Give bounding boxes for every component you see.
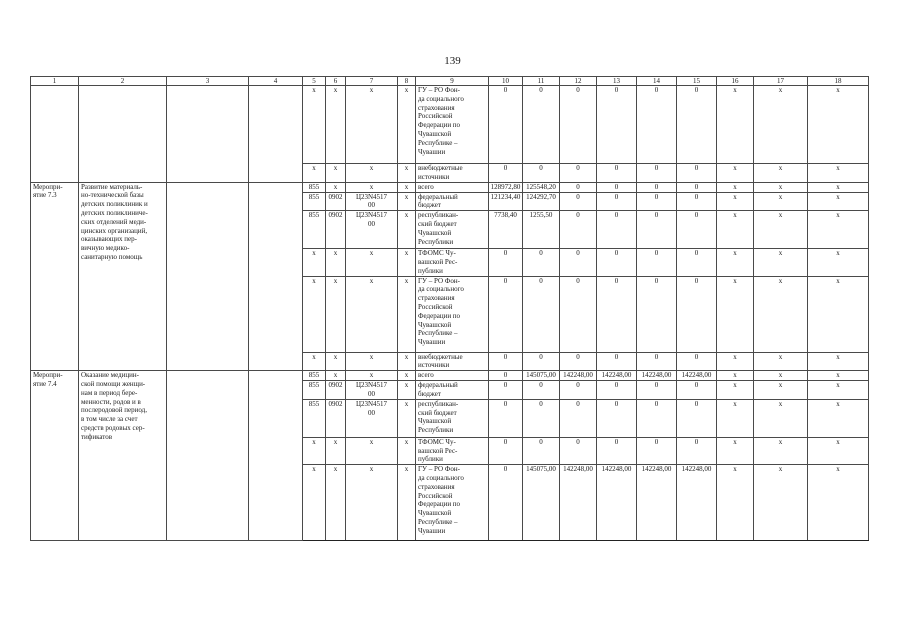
activity-id: Меропри- ятие 7.4: [31, 371, 79, 541]
amount-cell: 142248,00: [560, 465, 597, 541]
code-cell: x: [398, 381, 416, 400]
amount-cell: 0: [677, 164, 717, 183]
column-number: 13: [597, 77, 637, 86]
indicator-cell: x: [717, 249, 754, 276]
table-row: [31, 86, 869, 164]
amount-cell: 0: [560, 86, 597, 164]
amount-cell: 128972,80: [489, 182, 523, 192]
code-cell: 855: [303, 381, 326, 400]
code-cell: x: [346, 164, 398, 183]
indicator-cell: x: [754, 182, 808, 192]
activity-description: [79, 86, 167, 183]
indicator-cell: x: [808, 399, 869, 437]
activity-id: [31, 86, 79, 183]
code-cell: x: [326, 276, 346, 352]
code-cell: x: [346, 86, 398, 164]
amount-cell: 0: [560, 182, 597, 192]
code-cell: x: [303, 249, 326, 276]
amount-cell: 0: [523, 249, 560, 276]
funding-source: республикан- ский бюджет Чувашской Республики: [416, 399, 489, 437]
column-number: 7: [346, 77, 398, 86]
column-number: 4: [249, 77, 303, 86]
code-cell: 0902: [326, 399, 346, 437]
code-cell: x: [326, 182, 346, 192]
indicator-cell: x: [717, 371, 754, 381]
column-number: 16: [717, 77, 754, 86]
code-cell: x: [346, 276, 398, 352]
amount-cell: 0: [677, 399, 717, 437]
amount-cell: 142248,00: [677, 371, 717, 381]
code-cell: x: [326, 371, 346, 381]
code-cell: 855: [303, 211, 326, 249]
amount-cell: 0: [560, 164, 597, 183]
indicator-cell: x: [754, 399, 808, 437]
code-cell: 855: [303, 371, 326, 381]
code-cell: x: [326, 437, 346, 464]
amount-cell: 0: [523, 437, 560, 464]
amount-cell: 0: [597, 164, 637, 183]
col-3-cell: [167, 371, 249, 541]
funding-source: ГУ – РО Фон- да социального страхования Российской Федерации по Чувашской Республике – Чувашии: [416, 465, 489, 541]
code-cell: x: [398, 371, 416, 381]
indicator-cell: x: [754, 164, 808, 183]
amount-cell: 0: [560, 211, 597, 249]
code-cell: Ц23N4517 00: [346, 211, 398, 249]
indicator-cell: x: [808, 276, 869, 352]
code-cell: x: [346, 371, 398, 381]
code-cell: x: [303, 276, 326, 352]
funding-source: внебюджетные источники: [416, 352, 489, 371]
amount-cell: 0: [637, 86, 677, 164]
indicator-cell: x: [808, 371, 869, 381]
amount-cell: 142248,00: [677, 465, 717, 541]
code-cell: x: [398, 211, 416, 249]
funding-source: федеральный бюджет: [416, 381, 489, 400]
code-cell: x: [398, 182, 416, 192]
column-number: 2: [79, 77, 167, 86]
code-cell: x: [398, 465, 416, 541]
amount-cell: 0: [637, 276, 677, 352]
amount-cell: 0: [489, 437, 523, 464]
column-number: 17: [754, 77, 808, 86]
amount-cell: 0: [489, 276, 523, 352]
indicator-cell: x: [754, 352, 808, 371]
code-cell: 0902: [326, 381, 346, 400]
amount-cell: 0: [597, 352, 637, 371]
funding-source: ГУ – РО Фон- да социального страхования Российской Федерации по Чувашской Республике – Чувашии: [416, 86, 489, 164]
amount-cell: 0: [637, 211, 677, 249]
page-number: 139: [444, 55, 461, 67]
amount-cell: 0: [637, 249, 677, 276]
funding-source: всего: [416, 182, 489, 192]
amount-cell: 0: [523, 352, 560, 371]
indicator-cell: x: [808, 465, 869, 541]
amount-cell: 0: [597, 381, 637, 400]
amount-cell: 0: [489, 381, 523, 400]
column-number-row: [31, 77, 869, 86]
indicator-cell: x: [754, 465, 808, 541]
code-cell: x: [303, 86, 326, 164]
code-cell: 855: [303, 182, 326, 192]
column-number: 10: [489, 77, 523, 86]
amount-cell: 0: [560, 437, 597, 464]
amount-cell: 0: [677, 381, 717, 400]
code-cell: x: [326, 164, 346, 183]
amount-cell: 0: [597, 249, 637, 276]
amount-cell: 0: [560, 276, 597, 352]
indicator-cell: x: [717, 86, 754, 164]
funding-source: внебюджетные источники: [416, 164, 489, 183]
indicator-cell: x: [808, 182, 869, 192]
code-cell: x: [326, 249, 346, 276]
amount-cell: 145075,00: [523, 465, 560, 541]
indicator-cell: x: [808, 249, 869, 276]
column-number: 18: [808, 77, 869, 86]
amount-cell: 0: [597, 86, 637, 164]
indicator-cell: x: [717, 211, 754, 249]
code-cell: 0902: [326, 192, 346, 211]
code-cell: x: [398, 192, 416, 211]
amount-cell: 0: [677, 352, 717, 371]
indicator-cell: x: [717, 399, 754, 437]
column-number: 14: [637, 77, 677, 86]
code-cell: 855: [303, 192, 326, 211]
amount-cell: 0: [489, 371, 523, 381]
amount-cell: 0: [637, 381, 677, 400]
amount-cell: 0: [560, 381, 597, 400]
amount-cell: 0: [637, 182, 677, 192]
funding-source: всего: [416, 371, 489, 381]
amount-cell: 0: [489, 164, 523, 183]
column-number: 9: [416, 77, 489, 86]
amount-cell: 0: [489, 399, 523, 437]
amount-cell: 0: [637, 192, 677, 211]
indicator-cell: x: [754, 211, 808, 249]
amount-cell: 0: [677, 211, 717, 249]
budget-table: [30, 76, 869, 541]
code-cell: x: [346, 437, 398, 464]
code-cell: x: [398, 276, 416, 352]
funding-source: ТФОМС Чу- вашской Рес- публики: [416, 437, 489, 464]
funding-source: ТФОМС Чу- вашской Рес- публики: [416, 249, 489, 276]
amount-cell: 142248,00: [637, 371, 677, 381]
code-cell: x: [326, 352, 346, 371]
amount-cell: 0: [523, 381, 560, 400]
indicator-cell: x: [754, 371, 808, 381]
code-cell: x: [346, 249, 398, 276]
amount-cell: 121234,40: [489, 192, 523, 211]
code-cell: x: [398, 86, 416, 164]
column-number: 1: [31, 77, 79, 86]
amount-cell: 0: [560, 352, 597, 371]
indicator-cell: x: [754, 276, 808, 352]
col-4-cell: [249, 86, 303, 183]
amount-cell: 124292,70: [523, 192, 560, 211]
indicator-cell: x: [808, 86, 869, 164]
code-cell: x: [326, 465, 346, 541]
col-4-cell: [249, 371, 303, 541]
code-cell: x: [398, 164, 416, 183]
indicator-cell: x: [754, 437, 808, 464]
column-number: 5: [303, 77, 326, 86]
amount-cell: 0: [597, 192, 637, 211]
indicator-cell: x: [808, 192, 869, 211]
amount-cell: 0: [637, 164, 677, 183]
amount-cell: 0: [489, 352, 523, 371]
indicator-cell: x: [717, 437, 754, 464]
amount-cell: 0: [523, 86, 560, 164]
code-cell: 0902: [326, 211, 346, 249]
amount-cell: 0: [560, 249, 597, 276]
amount-cell: 0: [677, 192, 717, 211]
amount-cell: 1255,50: [523, 211, 560, 249]
code-cell: x: [398, 437, 416, 464]
indicator-cell: x: [754, 86, 808, 164]
amount-cell: 0: [597, 182, 637, 192]
indicator-cell: x: [808, 164, 869, 183]
column-number: 11: [523, 77, 560, 86]
code-cell: x: [346, 182, 398, 192]
code-cell: x: [346, 465, 398, 541]
indicator-cell: x: [754, 192, 808, 211]
amount-cell: 0: [597, 276, 637, 352]
amount-cell: 0: [560, 399, 597, 437]
indicator-cell: x: [717, 192, 754, 211]
indicator-cell: x: [808, 211, 869, 249]
amount-cell: 0: [677, 182, 717, 192]
amount-cell: 0: [677, 276, 717, 352]
column-number: 15: [677, 77, 717, 86]
amount-cell: 0: [489, 465, 523, 541]
indicator-cell: x: [717, 182, 754, 192]
column-number: 6: [326, 77, 346, 86]
amount-cell: 142248,00: [597, 465, 637, 541]
column-number: 3: [167, 77, 249, 86]
code-cell: x: [346, 352, 398, 371]
indicator-cell: x: [808, 437, 869, 464]
code-cell: 855: [303, 399, 326, 437]
amount-cell: 0: [637, 437, 677, 464]
amount-cell: 0: [489, 249, 523, 276]
col-4-cell: [249, 182, 303, 371]
activity-description: Оказание медицин- ской помощи женщи- нам в период бере- менности, родов и в послеродовой период, в том числе за счет средств родовых сер- тификатов: [79, 371, 167, 541]
code-cell: x: [303, 164, 326, 183]
code-cell: x: [303, 437, 326, 464]
code-cell: Ц23N4517 00: [346, 381, 398, 400]
amount-cell: 0: [597, 399, 637, 437]
amount-cell: 142248,00: [637, 465, 677, 541]
amount-cell: 142248,00: [560, 371, 597, 381]
code-cell: x: [398, 249, 416, 276]
amount-cell: 0: [637, 399, 677, 437]
table-row: [31, 182, 869, 192]
amount-cell: 0: [523, 276, 560, 352]
indicator-cell: x: [717, 276, 754, 352]
indicator-cell: x: [754, 249, 808, 276]
activity-id: Меропри- ятие 7.3: [31, 182, 79, 371]
code-cell: Ц23N4517 00: [346, 192, 398, 211]
column-number: 12: [560, 77, 597, 86]
indicator-cell: x: [808, 352, 869, 371]
funding-source: ГУ – РО Фон- да социального страхования Российской Федерации по Чувашской Республике – Чувашии: [416, 276, 489, 352]
col-3-cell: [167, 86, 249, 183]
indicator-cell: x: [717, 381, 754, 400]
amount-cell: 0: [677, 86, 717, 164]
amount-cell: 0: [597, 437, 637, 464]
table-row: [31, 371, 869, 381]
indicator-cell: x: [754, 381, 808, 400]
amount-cell: 0: [677, 249, 717, 276]
code-cell: x: [303, 465, 326, 541]
amount-cell: 0: [560, 192, 597, 211]
column-number: 8: [398, 77, 416, 86]
indicator-cell: x: [808, 381, 869, 400]
activity-description: Развитие материаль- но-технической базы детских поликлиник и детских поликлиниче- ских отделений меди- цинских организаций, оказывающих пер- вичную медико- санитарную помощь: [79, 182, 167, 371]
amount-cell: 0: [677, 437, 717, 464]
amount-cell: 0: [523, 399, 560, 437]
code-cell: x: [398, 352, 416, 371]
code-cell: x: [326, 86, 346, 164]
amount-cell: 0: [523, 164, 560, 183]
amount-cell: 145075,00: [523, 371, 560, 381]
indicator-cell: x: [717, 465, 754, 541]
code-cell: x: [398, 399, 416, 437]
amount-cell: 142248,00: [597, 371, 637, 381]
col-3-cell: [167, 182, 249, 371]
amount-cell: 7738,40: [489, 211, 523, 249]
amount-cell: 125548,20: [523, 182, 560, 192]
code-cell: Ц23N4517 00: [346, 399, 398, 437]
amount-cell: 0: [637, 352, 677, 371]
funding-source: республикан- ский бюджет Чувашской Республики: [416, 211, 489, 249]
funding-source: федеральный бюджет: [416, 192, 489, 211]
amount-cell: 0: [489, 86, 523, 164]
amount-cell: 0: [597, 211, 637, 249]
table-body: [31, 77, 869, 541]
indicator-cell: x: [717, 164, 754, 183]
code-cell: x: [303, 352, 326, 371]
indicator-cell: x: [717, 352, 754, 371]
